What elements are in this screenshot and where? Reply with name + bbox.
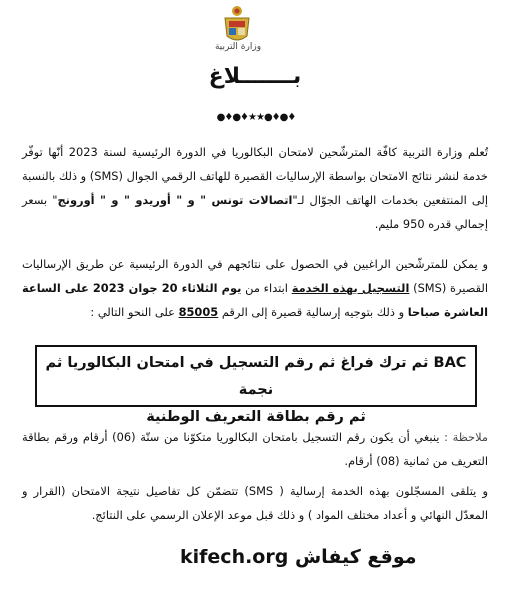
note-2: و يتلقى المسجّلون بهذه الخدمة إرسالية ( SMS) تتضمّن كل تفاصيل نتيجة الامتحان (القرار و المعدّل النهائي و أعداد مختلف المواد ) و ذلك قبل موعد الإعلان الرسمي على النتائج. xyxy=(22,484,488,522)
paragraph-2-text-b: ابتداء من xyxy=(245,281,288,295)
ministry-label: وزارة التربية xyxy=(214,42,262,52)
operators-text: اتصالات تونس " و " أوريدو " و " أورونج xyxy=(57,193,293,207)
note-1 xyxy=(22,425,488,473)
title-ornament: ●♦●♦★★●♦●♦ xyxy=(216,112,296,123)
site-brand xyxy=(180,546,417,568)
start-date-text: يوم الثلاثاء 20 جوان 2023 على الساعة العاشرة صباحا xyxy=(22,281,488,319)
sms-format-line-2: ثم رقم بطاقة التعريف الوطنية xyxy=(146,409,366,425)
announcement-paragraph-1 xyxy=(22,140,488,236)
sms-format-box xyxy=(35,345,477,425)
notes-section xyxy=(22,425,488,527)
page-title: بـــــــلاغ xyxy=(208,64,302,89)
announcement-paragraph-2 xyxy=(22,252,488,324)
paragraph-1-text-b: " بسعر إجمالي قدره 950 مليم. xyxy=(22,193,488,231)
brand-domain: kifech.org xyxy=(180,546,289,568)
note-label: ملاحظة : xyxy=(444,430,488,444)
note-1-text: ينبغي أن يكون رقم التسجيل بامتحان البكالوريا متكوّنا من ستّة (06) أرقام ورقم بطاقة التعريف من ثمانية (08) أرقام. xyxy=(22,430,488,468)
sms-number: 85005 xyxy=(178,305,219,319)
service-registration-text: التسجيل بهذه الخدمة xyxy=(291,281,410,295)
paragraph-1-text-a: تُعلم وزارة التربية كافّة المترشّحين لامتحان البكالوريا في الدورة الرئيسية لسنة 2023 أنّها توفّر خدمة لنشر نتائج الامتحان بواسطة الإرساليات القصيرة للهاتف الرقمي الجوال (SMS) و ذلك بالنسبة إلى المنتفعين بخدمات الهاتف الجوّال لـ" xyxy=(22,145,488,207)
sms-format-line-1: BAC ثم ترك فراغ ثم رقم التسجيل في امتحان البكالوريا ثم نجمة xyxy=(45,355,467,398)
brand-arabic: موقع كيفاش xyxy=(294,546,417,568)
paragraph-2-text-c: و ذلك بتوجيه إرسالية قصيرة إلى الرقم xyxy=(221,305,405,319)
paragraph-2-text-a: و يمكن للمترشّحين الراغبين في الحصول على نتائجهم في الدورة الرئيسية عن طريق الإرساليات القصيرة (SMS) xyxy=(22,257,489,295)
paragraph-2-text-d: على النحو التالي : xyxy=(90,305,175,319)
